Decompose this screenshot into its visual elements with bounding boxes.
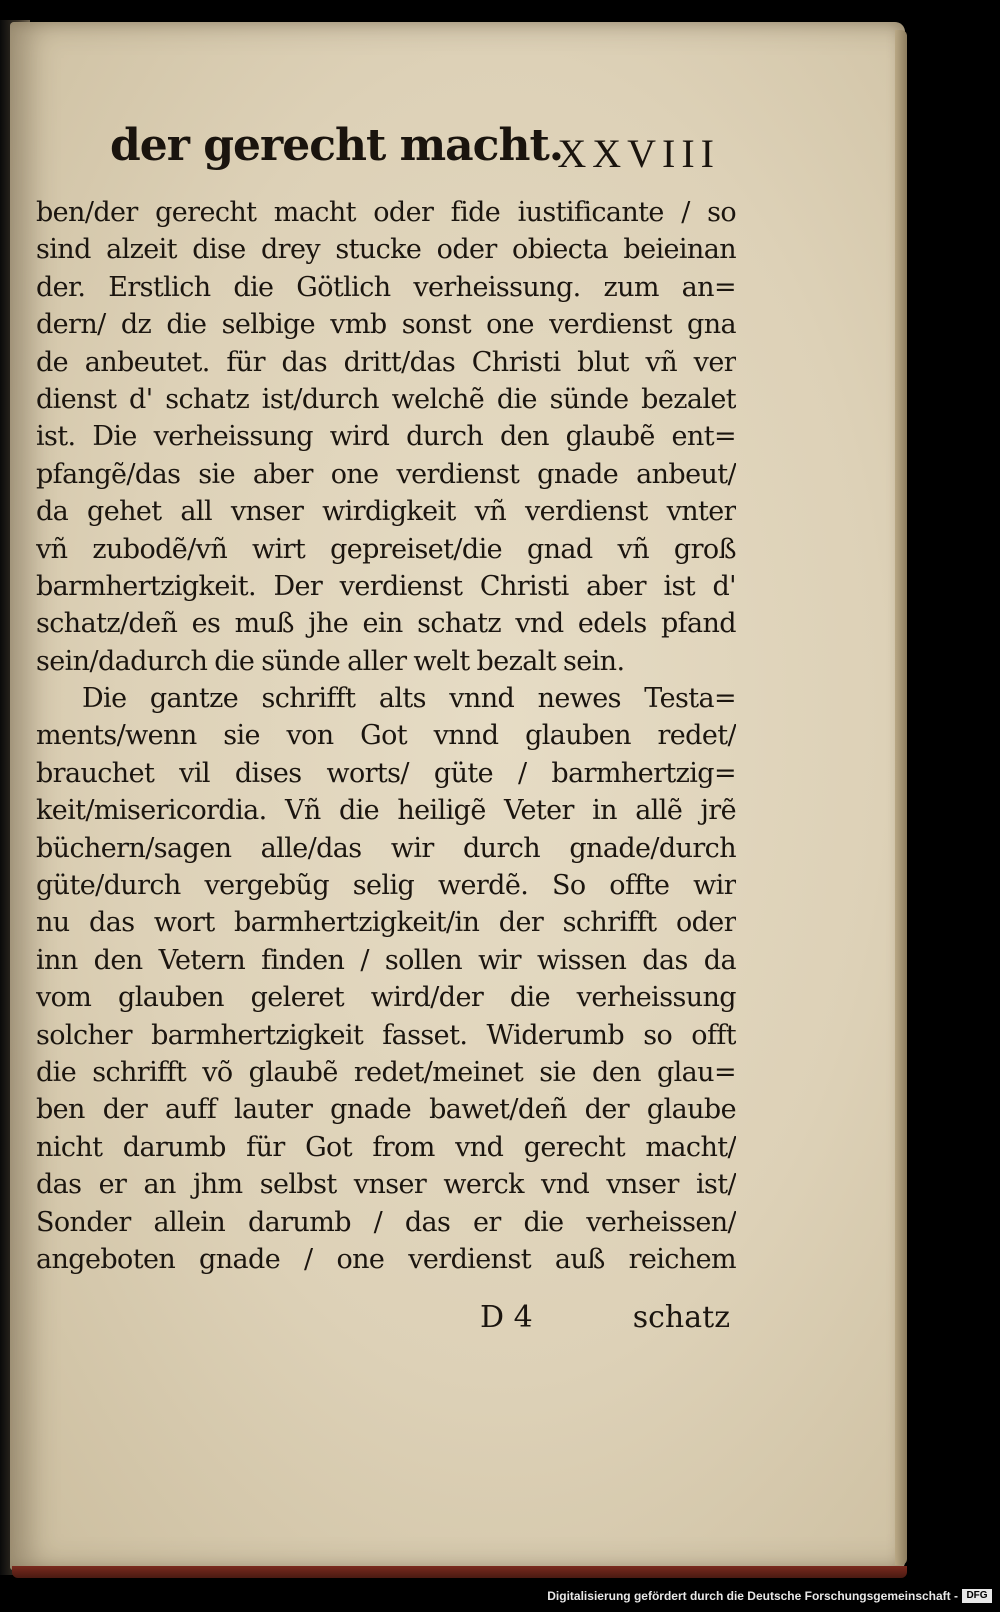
text-line: inn den Vetern finden / sollen wir wissen das da	[36, 944, 736, 976]
text-line: dern/ dz die selbige vmb sonst one verdienst gna	[36, 309, 736, 341]
text-line: ben der auff lauter gnade bawet/deñ der glaube	[36, 1094, 736, 1126]
text-line: keit/misericordia. Vñ die heiligẽ Veter in allẽ jrẽ	[36, 795, 736, 827]
text-line: barmhertzigkeit. Der verdienst Christi aber ist d'	[36, 570, 736, 602]
funding-credit: Digitalisierung gefördert durch die Deutsche Forschungsgemeinschaft -	[547, 1589, 958, 1603]
footer-bar	[0, 1584, 1000, 1612]
text-line: der. Erstlich die Götlich verheissung. zum an=	[36, 271, 736, 303]
signature-mark: D 4	[480, 1300, 533, 1335]
text-line: güte/durch vergebũg selig werdẽ. So offte wir	[36, 870, 736, 902]
text-line: vñ zubodẽ/vñ wirt gepreiset/die gnad vñ groß	[36, 533, 736, 565]
text-line: de anbeutet. für das dritt/das Christi blut vñ ver	[36, 346, 736, 378]
text-line: Die gantze schrifft alts vnnd newes Testa=	[82, 683, 736, 715]
book-bottom-edge	[12, 1566, 907, 1578]
catch-line	[470, 1300, 730, 1340]
running-head	[110, 120, 720, 190]
text-line: solcher barmhertzigkeit fasset. Widerumb so offt	[36, 1019, 736, 1051]
text-line: sind alzeit dise drey stucke oder obiecta beieinan	[36, 234, 736, 266]
text-line: nu das wort barmhertzigkeit/in der schrifft oder	[36, 907, 736, 939]
text-line: sein/dadurch die sünde aller welt bezalt sein.	[36, 645, 625, 677]
text-line: angeboten gnade / one verdienst auß reichem	[36, 1243, 736, 1275]
folio-number: XXVIII	[557, 131, 720, 176]
text-line: schatz/deñ es muß jhe ein schatz vnd edels pfand	[36, 608, 736, 640]
text-line: nicht darumb für Got from vnd gerecht macht/	[36, 1131, 736, 1163]
text-line: büchern/sagen alle/das wir durch gnade/durch	[36, 832, 736, 864]
text-line: Sonder allein darumb / das er die verheissen/	[36, 1206, 736, 1238]
text-line: ist. Die verheissung wird durch den glaubẽ ent=	[36, 421, 736, 453]
running-title: der gerecht macht.	[110, 120, 564, 171]
text-line: vom glauben geleret wird/der die verheissung	[36, 982, 736, 1014]
text-line: brauchet vil dises worts/ güte / barmhertzig=	[36, 757, 736, 789]
text-line: die schrifft võ glaubẽ redet/meinet sie den glau=	[36, 1056, 736, 1088]
catchword: schatz	[632, 1300, 730, 1335]
text-line: pfangẽ/das sie aber one verdienst gnade anbeut/	[36, 458, 736, 490]
text-line: das er an jhm selbst vnser werck vnd vnser ist/	[36, 1169, 736, 1201]
page-edge	[895, 30, 907, 1565]
text-line: dienst d' schatz ist/durch welchẽ die sünde bezalet	[36, 383, 736, 415]
text-line: ben/der gerecht macht oder fide iustificante / so	[36, 197, 736, 228]
text-line: da gehet all vnser wirdigkeit vñ verdienst vnter	[36, 496, 736, 528]
text-block	[36, 194, 736, 1278]
text-line: ments/wenn sie von Got vnnd glauben redet/	[36, 720, 736, 752]
dfg-logo: DFG	[962, 1589, 992, 1603]
